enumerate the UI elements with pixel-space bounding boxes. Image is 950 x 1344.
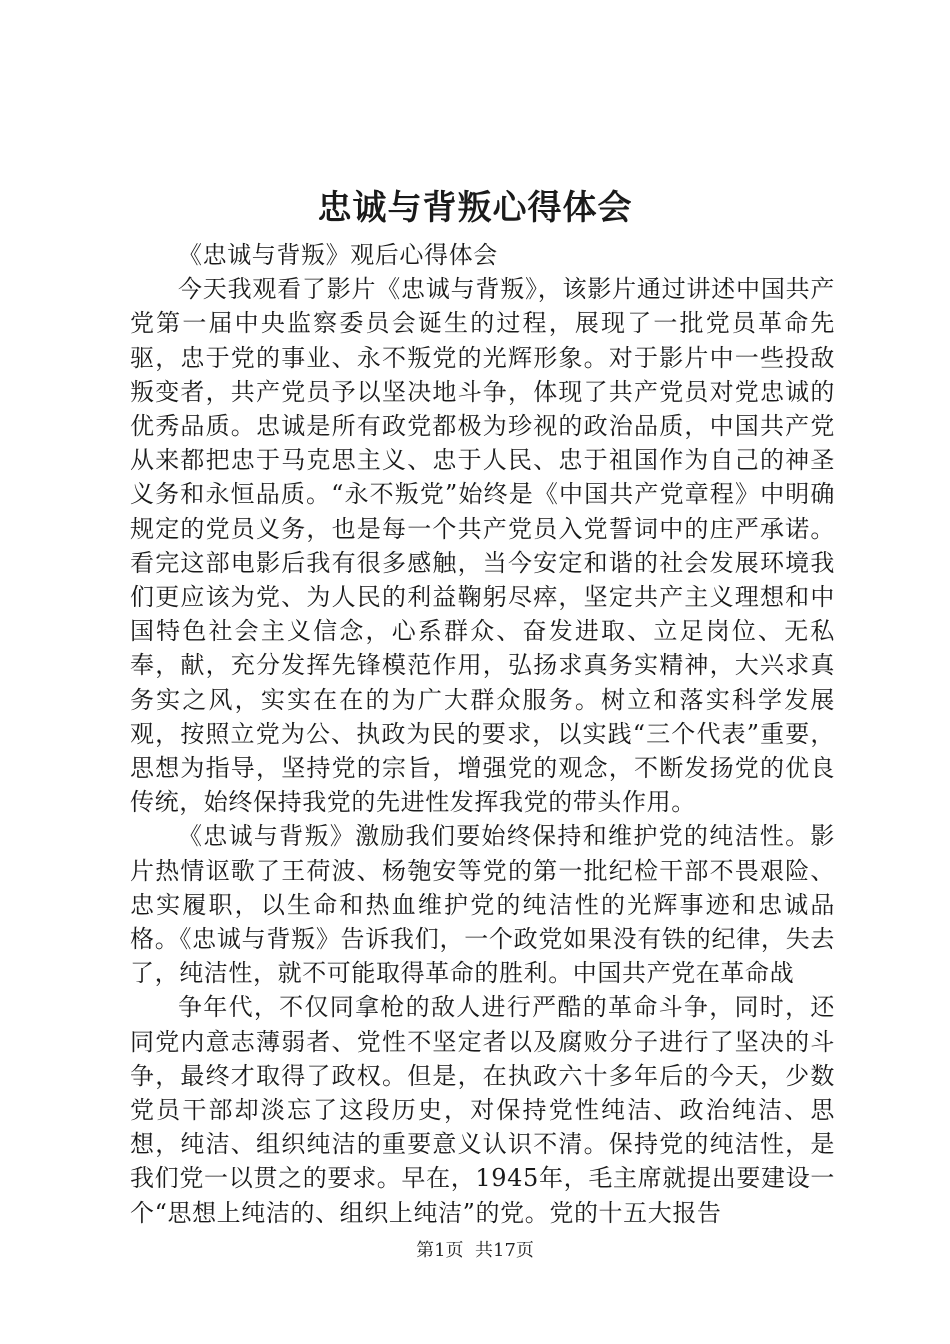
document-body [130,238,835,1230]
subtitle-paragraph: 《忠诚与背叛》观后心得体会 [178,241,498,269]
document-title: 忠诚与背叛心得体会 [317,188,633,228]
body-paragraph: 《忠诚与背叛》激励我们要始终保持和维护党的纯洁性。影片热情讴歌了王荷波、杨匏安等党的第一批纪检干部不畏艰险、忠实履职，以生命和热血维护党的纯洁性的光辉事迹和忠诚品格。《忠诚与背叛》告诉我们，一个政党如果没有铁的纪律，失去了，纯洁性，就不可能取得革命的胜利。中国共产党在革命战 [130,822,835,988]
body-paragraph: 今天我观看了影片《忠诚与背叛》，该影片通过讲述中国共产党第一届中央监察委员会诞生的过程，展现了一批党员革命先驱，忠于党的事业、永不叛党的光辉形象。对于影片中一些投敌叛变者，共产党员予以坚决地斗争，体现了共产党员对党忠诚的优秀品质。忠诚是所有政党都极为珍视的政治品质，中国共产党从来都把忠于马克思主义、忠于人民、忠于祖国作为自己的神圣义务和永恒品质。“永不叛党”始终是《中国共产党章程》中明确规定的党员义务，也是每一个共产党员入党誓词中的庄严承诺。看完这部电影后我有很多感触，当今安定和谐的社会发展环境我们更应该为党、为人民的利益鞠躬尽瘁，坚定共产主义理想和中国特色社会主义信念，心系群众、奋发进取、立足岗位、无私奉，献，充分发挥先锋模范作用，弘扬求真务实精神，大兴求真务实之风，实实在在的为广大群众服务。树立和落实科学发展观，按照立党为公、执政为民的要求，以实践“三个代表”重要，思想为指导，坚持党的宗旨，增强党的观念，不断发扬党的优良传统，始终保持我党的先进性发挥我党的带头作用。 [130,275,835,817]
page-footer [0,1238,950,1264]
page-number: 第1页 共17页 [416,1240,534,1261]
body-paragraph: 争年代，不仅同拿枪的敌人进行严酷的革命斗争，同时，还同党内意志薄弱者、党性不坚定者以及腐败分子进行了坚决的斗争，最终才取得了政权。但是，在执政六十多年后的今天，少数党员干部却淡忘了这段历史，对保持党性纯洁、政治纯洁、思想，纯洁、组织纯洁的重要意义认识不清。保持党的纯洁性，是我们党一以贯之的要求。早在，1945年，毛主席就提出要建设一个“思想上纯洁的、组织上纯洁”的党。党的十五大报告 [130,993,835,1227]
